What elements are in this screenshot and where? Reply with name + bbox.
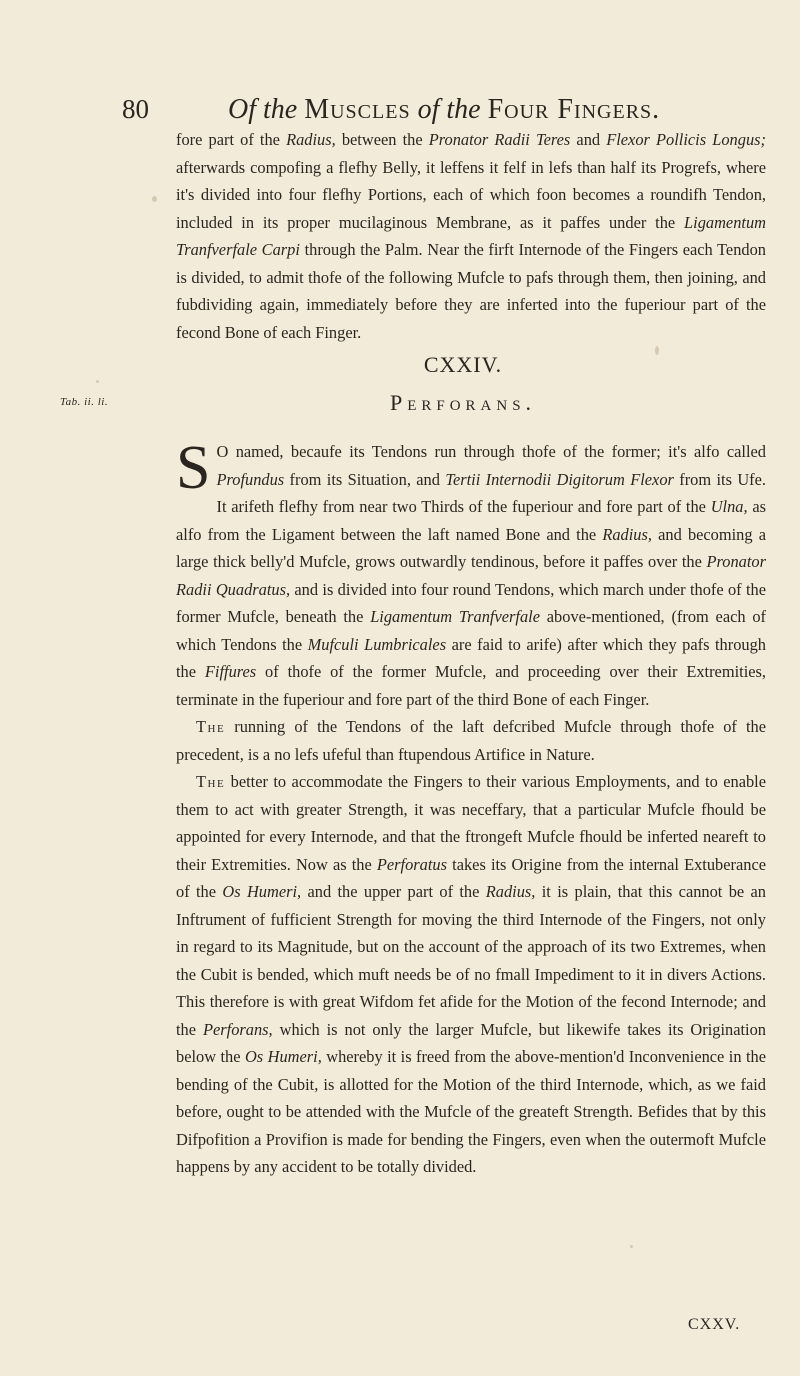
continued-paragraph: fore part of the Radius, between the Pronator Radii Teres and Flexor Pollicis Longus; afterwards compofing a flefhy Belly, it leffens it felf in lefs than half its Progrefs, where it's divided into four flefhy Portions, each of which foon becomes a roundifh Tendon, included in its proper mucilaginous Membrane, as it paffes under the Ligamentum Tranfverfale Carpi through the Palm. Near the firft Internode of the Fingers each Tendon is divided, to admit thofe of the following Mufcle to pafs through them, then joining, and fubdividing again, immediately before they are inferted into the fuperiour part of the fecond Bone of each Finger.	[176, 130, 766, 342]
paper-speck	[152, 196, 157, 202]
catchword: CXXV.	[688, 1316, 741, 1333]
paragraph-tendon-running: The running of the Tendons of the laft defcribed Mufcle through thofe of the precedent, is a no lefs ufeful than ftupendous Artifice in Nature.	[176, 717, 766, 764]
paragraph-fingers-strength: The better to accommodate the Fingers to their various Employments, and to enable them to act with greater Strength, it was neceffary, that a particular Mufcle fhould be appointed for every Internode, and that the ftrongeft Mufcle fhould be inferted neareft to their Extremities. Now as the Perforatus takes its Origine from the internal Extuberance of the Os Humeri, and the upper part of the Radius, it is plain, that this cannot be an Inftrument of fufficient Strength for moving the third Internode of the Fingers, not only in regard to its Magnitude, but on the account of the approach of its two Extremes, when the Cubit is bended, which muft needs be of no fmall Impediment to it in divers Actions. This therefore is with great Wifdom fet afide for the Motion of the fecond Internode; and the Perforans, which is not only the larger Mufcle, but likewife takes its Origination below the Os Humeri, whereby it is freed from the above-mention'd Inconvenience in the bending of the Cubit, is allotted for the Motion of the third Internode, which, as we faid before, ought to be attended with the Mufcle of the greateft Strength. Befides that by this Difpofition a Provifion is made for bending the Fingers, even when the outermoft Mufcle happens by any accident to be totally divided.	[176, 772, 767, 1176]
page-number: 80	[122, 94, 149, 124]
section-number: CXXIV.	[423, 352, 503, 377]
section-body	[176, 434, 767, 1181]
paper-speck	[630, 1245, 633, 1248]
paper-speck	[96, 380, 99, 383]
paper-speck	[655, 346, 659, 355]
paragraph-perforans-description: S O named, becaufe its Tendons run through thofe of the former; it's alfo called Profundus from its Situation, and Tertii Internodii Digitorum Flexor from its Ufe. It arifeth flefhy from near two Thirds of the fuperiour and fore part of the Ulna, as alfo from the Ligament between the laft named Bone and the Radius, and becoming a large thick belly'd Mufcle, grows outwardly tendinous, before it paffes over the Pronator Radii Quadratus, and is divided into four round Tendons, which march under thofe of the former Mufcle, beneath the Ligamentum Tranfverfale above-mentioned, (from each of which Tendons the Mufculi Lumbricales are faid to arife) after which they pafs through the Fiffures of thofe of the former Mufcle, and proceeding over their Extremities, terminate in the fuperiour and fore part of the third Bone of each Finger.	[176, 434, 767, 709]
section-title: Perforans.	[389, 390, 537, 415]
running-title: Of the Muscles of the Four Fingers.	[228, 94, 661, 125]
margin-note: Tab. ii. li.	[60, 396, 109, 408]
drop-cap: S	[176, 434, 211, 502]
